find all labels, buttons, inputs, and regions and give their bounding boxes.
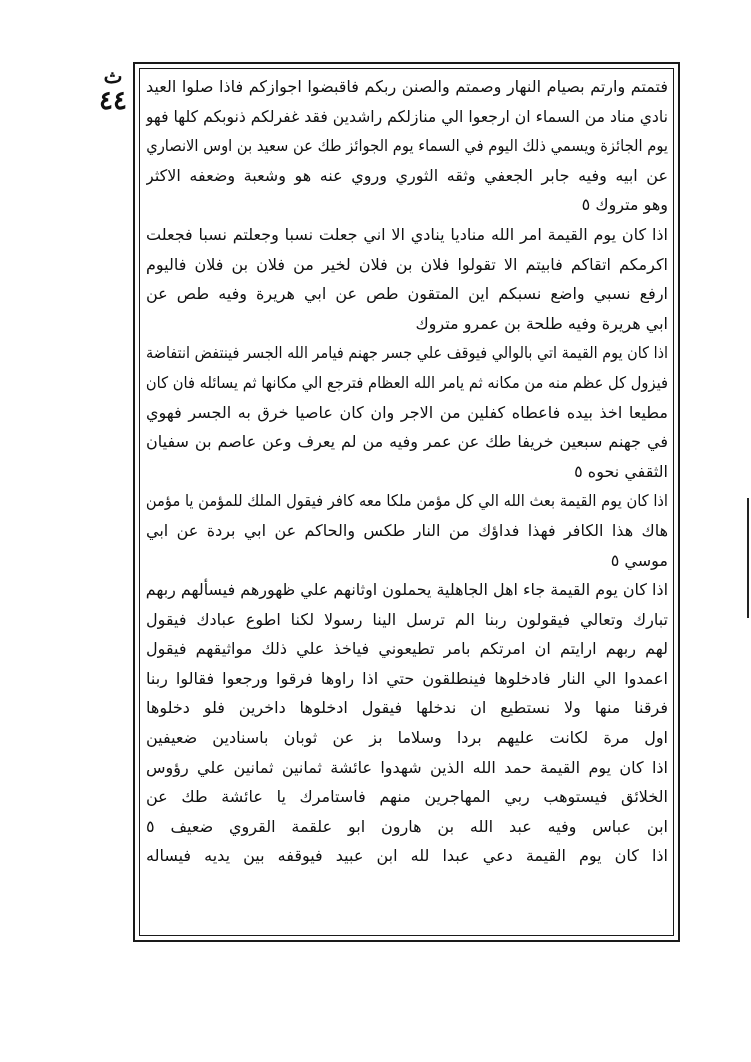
text-line: وهو متروك ٥ bbox=[581, 195, 668, 215]
text-line: هاك هذا الكافر فهذا فداؤك من النار طكس والحاكم عن ابي بردة عن ابي bbox=[146, 520, 668, 540]
text-line: تبارك وتعالي فيقولون ربنا الم ترسل الينا رسولا لكنا اطوع عبادك فيقول bbox=[146, 609, 668, 629]
text-line: ارفع نسبي واضع نسبكم اين المتقون طص عن ابي هريرة وفيه طص عن bbox=[146, 284, 668, 304]
text-line: مطيعا اخذ بيده فاعطاه كفلين من الاجر وان كان عاصيا خرق به الجسر فهوي bbox=[146, 402, 668, 422]
text-line: عن ابيه وفيه جابر الجعفي وثقه الثوري وروي عنه هو وشعبة وضعفه الاكثر bbox=[146, 165, 668, 185]
text-line: نادي مناد من السماء ان ارجعوا الي منازلكم راشدين فقد غفرلكم ذنوبكم كلها فهو bbox=[145, 106, 668, 126]
text-line: فيزول كل عظم منه من مكانه ثم يامر الله العظام فترجع الي مكانها ثم يسائله فان كان bbox=[145, 372, 668, 392]
folio-number: ٤٤ bbox=[99, 86, 127, 116]
text-line: موسي ٥ bbox=[610, 550, 668, 570]
text-line: اذا كان يوم القيمة بعث الله الي كل مؤمن ملكا معه كافر فيقول الملك للمؤمن يا مؤمن bbox=[145, 491, 668, 511]
text-line: فرقنا منها ولا نستطيع ان ندخلها فيقول ادخلوها داخرين فلو دخلوها bbox=[146, 698, 668, 718]
text-line: يوم الجائزة ويسمي ذلك اليوم في السماء يوم الجوائز طك عن سعيد بن اوس الانصاري bbox=[146, 136, 668, 156]
text-line: الخلائق فيستوهب ربي المهاجرين منهم فاستامرك يا عائشة طك عن bbox=[146, 787, 668, 807]
folio-marker bbox=[96, 66, 130, 114]
text-line: فتمتم وارتم بصيام النهار وصمتم والصنن ربكم فاقبضوا اجوازكم فاذا صلوا العيد bbox=[146, 77, 668, 96]
text-block bbox=[146, 72, 668, 930]
text-line: اذا كان يوم القيمة اتي بالوالي فيوقف علي جسر جهنم فيامر الله الجسر فينتفض انتفاضة bbox=[146, 343, 668, 363]
text-line: اذا كان يوم القيمة حمد الله الذين شهدوا عائشة ثمانين ثمانين علي رؤوس bbox=[146, 757, 668, 777]
text-line: الثقفي نحوه ٥ bbox=[574, 461, 668, 481]
text-line: اكرمكم اتقاكم فابيتم الا تقولوا فلان بن فلان لخير من فلان بن فلان فاليوم bbox=[146, 254, 668, 274]
text-line: اعمدوا الي النار فادخلوها فينطلقون حتي اذا راوها فرقوا ورجعوا فقالوا ربنا bbox=[146, 668, 668, 688]
text-line: اذا كان يوم القيمة دعي عبدا لله ابن عبيد فيوقفه بين يديه فيساله bbox=[146, 846, 668, 866]
text-line: ابن عباس وفيه عبد الله بن هارون ابو علقمة القروي ضعيف ٥ bbox=[146, 816, 668, 836]
text-line: ابي هريرة وفيه طلحة بن عمرو متروك bbox=[415, 313, 668, 333]
text-line: اذا كان يوم القيمة جاء اهل الجاهلية يحملون اوثانهم علي ظهورهم فيسألهم ربهم bbox=[146, 580, 668, 600]
scan-edge-mark bbox=[747, 498, 749, 618]
text-line: لهم ربهم ارايتم ان امرتكم بامر تطيعوني فياخذ علي ذلك مواثيقهم فيقول bbox=[146, 639, 668, 659]
text-line: اذا كان يوم القيمة امر الله مناديا ينادي الا اني جعلت نسبا وجعلتم نسبا فجعلت bbox=[146, 224, 668, 244]
folio-letter: ث bbox=[103, 64, 123, 88]
text-line: اول مرة لكانت عليهم بردا وسلاما بز عن ثوبان باسنادين ضعيفين bbox=[146, 728, 668, 748]
text-line: في جهنم سبعين خريفا طك عن عمر وفيه من لم يعرف وعن عاصم بن سفيان bbox=[146, 432, 668, 452]
